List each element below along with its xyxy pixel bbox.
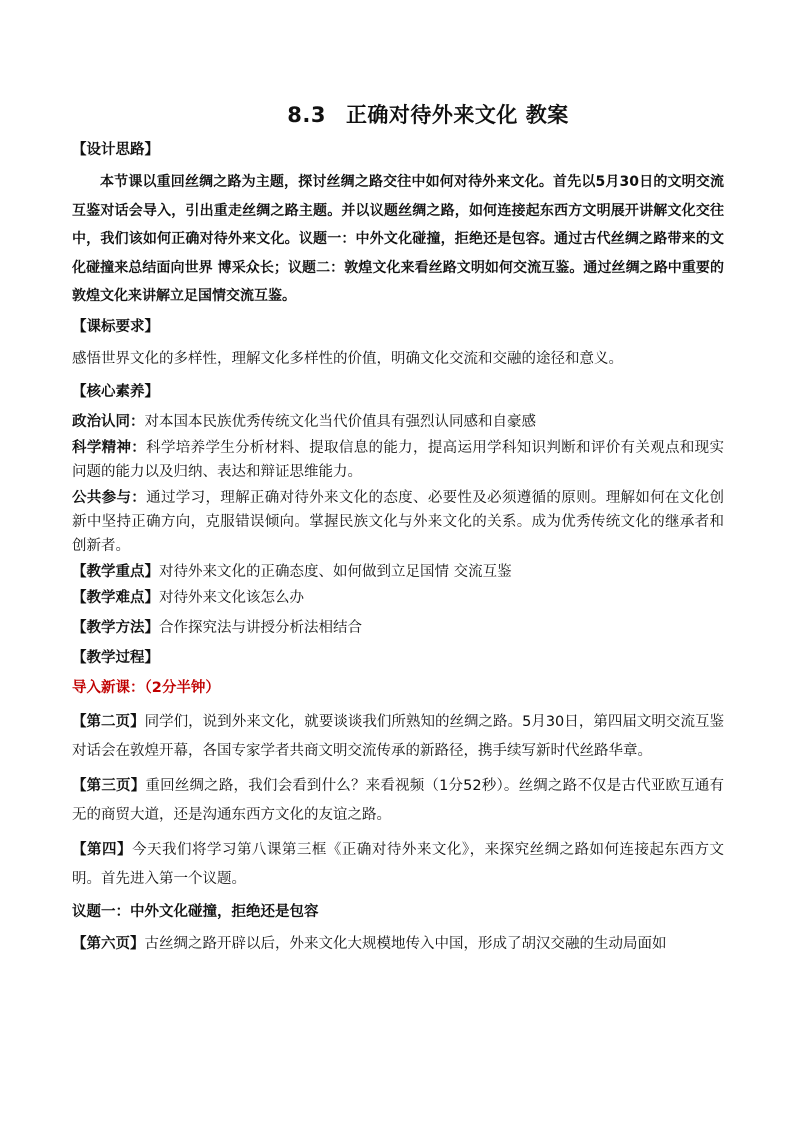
step-label: 【第三页】 [72, 777, 146, 794]
literacy-text: 科学培养学生分析材料、提取信息的能力，提高运用学科知识判断和评价有关观点和现实问题的能力以及归纳、表达和辩证思维能力。 [72, 439, 725, 480]
title-text: 正确对待外来文化 教案 [345, 103, 569, 127]
literacy-label: 科学精神： [72, 439, 147, 456]
intro-heading: 导入新课：（2分半钟） [72, 679, 220, 696]
standard-body: 感悟世界文化的多样性，理解文化多样性的价值，明确文化交流和交融的途径和意义。 [72, 350, 623, 367]
step-page-2 [72, 708, 724, 766]
title-number: 8.3 [287, 103, 326, 127]
literacy-label: 政治认同： [72, 413, 145, 430]
literacy-heading: 【核心素养】 [72, 383, 159, 400]
step-text: 同学们，说到外来文化，就要谈谈我们所熟知的丝绸之路。5月30日，第四届文明交流互鉴对话会在敦煌开幕，各国专家学者共商文明交流传承的新路径，携手续写新时代丝路华章。 [72, 713, 724, 759]
difficulty-text: 对待外来文化该怎么办 [159, 589, 304, 606]
step-text: 重回丝绸之路，我们会看到什么？来看视频（1分52秒）。丝绸之路不仅是古代亚欧互通有无的商贸大道，还是沟通东西方文化的友谊之路。 [72, 777, 724, 823]
page-title [72, 100, 724, 130]
step-text: 今天我们将学习第八课第三框《正确对待外来文化》，来探究丝绸之路如何连接起东西方文明。首先进入第一个议题。 [72, 841, 725, 887]
process-heading: 【教学过程】 [72, 649, 159, 666]
teaching-method [72, 616, 724, 640]
teaching-focus [72, 560, 724, 584]
teaching-difficulty [72, 586, 724, 610]
step-label: 【第二页】 [72, 713, 145, 730]
step-page-4 [72, 836, 724, 894]
difficulty-label: 【教学难点】 [72, 589, 159, 606]
step-text: 古丝绸之路开辟以后，外来文化大规模地传入中国，形成了胡汉交融的生动局面如 [144, 935, 667, 952]
literacy-item-public [72, 486, 724, 558]
literacy-text: 通过学习，理解正确对待外来文化的态度、必要性及必须遵循的原则。理解如何在文化创新中坚持正确方向，克服错误倾向。掌握民族文化与外来文化的关系。成为优秀传统文化的继承者和创新者。 [72, 489, 725, 554]
design-heading: 【设计思路】 [72, 142, 159, 158]
literacy-text: 对本国本民族优秀传统文化当代价值具有强烈认同感和自豪感 [144, 413, 536, 430]
literacy-label: 公共参与： [72, 489, 147, 506]
step-page-6 [72, 930, 724, 959]
step-label: 【第四】 [72, 841, 132, 858]
document-page [72, 100, 724, 965]
step-label: 【第六页】 [72, 935, 145, 952]
focus-text: 对待外来文化的正确态度、如何做到立足国情 交流互鉴 [159, 563, 512, 580]
literacy-item-science [72, 436, 724, 484]
focus-label: 【教学重点】 [72, 563, 159, 580]
step-page-3 [72, 772, 724, 830]
literacy-item-politics [72, 410, 724, 434]
standard-heading: 【课标要求】 [72, 318, 159, 335]
topic1-heading: 议题一：中外文化碰撞，拒绝还是包容 [72, 903, 319, 920]
method-label: 【教学方法】 [72, 619, 159, 636]
design-body: 本节课以重回丝绸之路为主题，探讨丝绸之路交往中如何对待外来文化。首先以5月30日的文明交流互鉴对话会导入，引出重走丝绸之路主题。并以议题丝绸之路，如何连接起东西方文明展开讲解文化交往中，我们该如何正确对待外来文化。议题一：中外文化碰撞，拒绝还是包容。通过古代丝绸之路带来的文化碰撞来总结面向世界 博采众长；议题二：敦煌文化来看丝路文明如何交流互鉴。通过丝绸之路中重要的敦煌文化来讲解立足国情交流互鉴。 [72, 174, 724, 304]
method-text: 合作探究法与讲授分析法相结合 [159, 619, 362, 636]
